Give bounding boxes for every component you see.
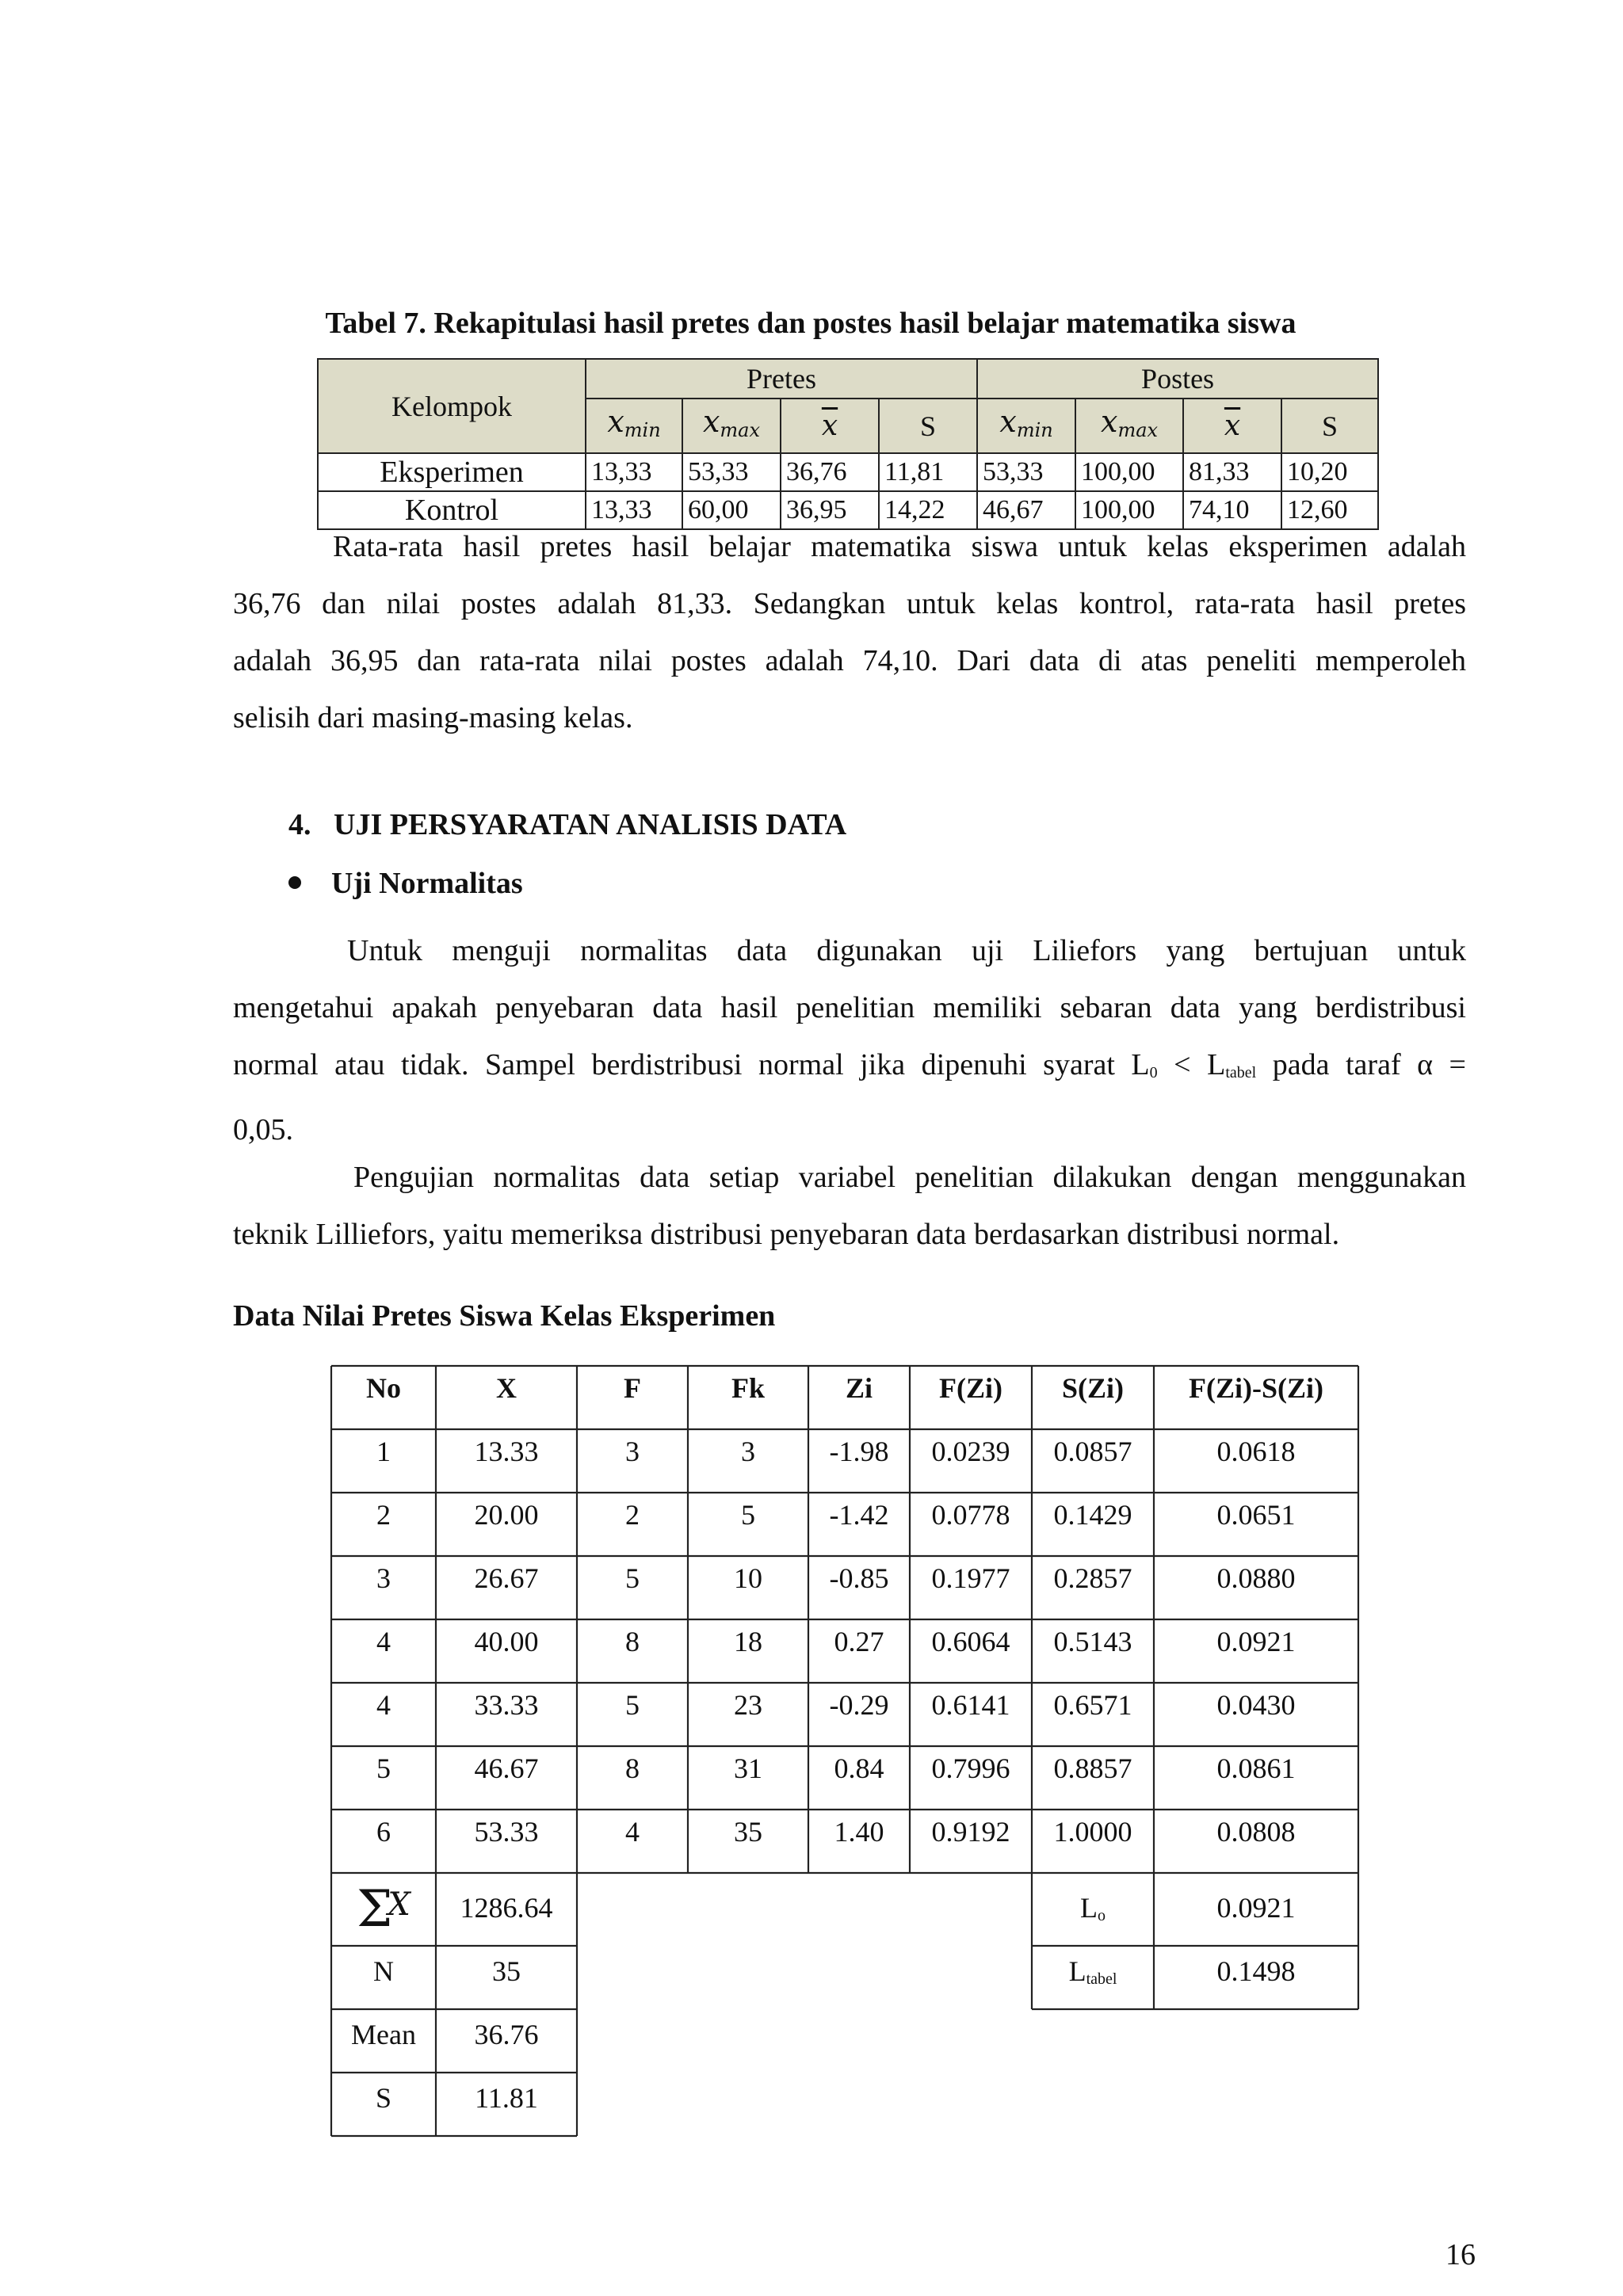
col-header-diff: F(Zi)-S(Zi)	[1189, 1372, 1323, 1404]
col-header-x: X	[496, 1372, 517, 1404]
table-cell: -1.42	[829, 1499, 889, 1531]
paragraph-lilliefors	[233, 1149, 1466, 1263]
table-cell: 1	[376, 1436, 391, 1467]
table-cell: 3	[376, 1562, 391, 1594]
table-cell: 35	[734, 1816, 762, 1848]
group-header: Kelompok	[318, 359, 586, 453]
table-cell: 4	[376, 1689, 391, 1721]
text-line: selisih dari masing-masing kelas.	[233, 701, 633, 734]
data-table-caption: Data Nilai Pretes Siswa Kelas Eksperimen	[233, 1299, 776, 1333]
table-cell: 0.9192	[931, 1816, 1010, 1848]
table-cell: 46,67	[977, 491, 1075, 529]
group-cell: Eksperimen	[318, 453, 586, 491]
text-line: teknik Lilliefors, yaitu memeriksa distribusi penyebaran data berdasarkan distribusi normal.	[233, 1218, 1340, 1251]
table-cell: 10	[734, 1562, 762, 1594]
paragraph-summary	[233, 518, 1466, 746]
table-cell: 0.0651	[1216, 1499, 1296, 1531]
n-value: 35	[492, 1955, 521, 1987]
table-cell: 3	[741, 1436, 755, 1467]
section-heading: 4. UJI PERSYARATAN ANALISIS DATA	[288, 808, 847, 841]
sum-value: 1286.64	[460, 1892, 553, 1924]
table-cell: 2	[625, 1499, 640, 1531]
table-cell: 13,33	[586, 453, 682, 491]
table-cell: 0.1429	[1053, 1499, 1132, 1531]
table-cell: 13.33	[474, 1436, 539, 1467]
text-line: Pengujian normalitas data setiap variabel penelitian dilakukan dengan menggunakan	[353, 1161, 1466, 1194]
table-cell: 0.0921	[1216, 1626, 1296, 1657]
mean-value: 36.76	[474, 2019, 539, 2050]
table-cell: 5	[376, 1753, 391, 1784]
xmax-header: $x_{max}$	[682, 399, 781, 453]
table-cell: 18	[734, 1626, 762, 1657]
table-cell: 0.2857	[1053, 1562, 1132, 1594]
table-cell: 5	[625, 1689, 640, 1721]
n-label: N	[373, 1955, 394, 1987]
col-header-fk: Fk	[731, 1372, 765, 1404]
table-cell: 5	[741, 1499, 755, 1531]
table-cell: 74,10	[1183, 491, 1281, 529]
col-header-no: No	[366, 1372, 401, 1404]
table-cell: 36,76	[781, 453, 879, 491]
paragraph-normality	[233, 922, 1466, 1158]
table-cell: 26.67	[474, 1562, 539, 1594]
sum-icon: $\Sigma^X$	[357, 1880, 411, 1939]
recap-table	[317, 358, 1379, 530]
table-cell: -0.29	[829, 1689, 889, 1721]
table-cell: 0.27	[834, 1626, 884, 1657]
table-cell: -1.98	[829, 1436, 889, 1467]
table-cell: 0.5143	[1053, 1626, 1132, 1657]
text-line: Untuk menguji normalitas data digunakan uji Liliefors yang bertujuan untuk	[347, 934, 1466, 967]
subsection-heading: Uji Normalitas	[331, 867, 523, 900]
table-cell: 0.0857	[1053, 1436, 1132, 1467]
table-cell: 0.0778	[931, 1499, 1010, 1531]
ltabel-value: 0.1498	[1216, 1955, 1296, 1987]
text-line: 36,76 dan nilai postes adalah 81,33. Sedangkan untuk kelas kontrol, rata-rata hasil pretes	[233, 587, 1466, 620]
lo-label: $L_o$	[1080, 1892, 1106, 1924]
text-line: mengetahui apakah penyebaran data hasil penelitian memiliki sebaran data yang berdistribusi	[233, 991, 1466, 1024]
col-header-zi: Zi	[845, 1372, 873, 1404]
table-cell: 0.6141	[931, 1689, 1010, 1721]
table-cell: 3	[625, 1436, 640, 1467]
table-cell: 31	[734, 1753, 762, 1784]
table-cell: 23	[734, 1689, 762, 1721]
text-line: adalah 36,95 dan rata-rata nilai postes adalah 74,10. Dari data di atas peneliti memperoleh	[233, 644, 1466, 677]
table-cell: 0.0618	[1216, 1436, 1296, 1467]
text-line: 0,05.	[233, 1113, 293, 1146]
mean-header: $\overline{x}$	[781, 399, 879, 453]
table-cell: 100,00	[1075, 491, 1183, 529]
group-cell: Kontrol	[318, 491, 586, 529]
table-cell: 53,33	[977, 453, 1075, 491]
col-header-f: F	[624, 1372, 641, 1404]
table-cell: 33.33	[474, 1689, 539, 1721]
xmax-header: $x_{max}$	[1075, 399, 1183, 453]
table-cell: 0.0808	[1216, 1816, 1296, 1848]
table-cell: 36,95	[781, 491, 879, 529]
table-cell: 0.0430	[1216, 1689, 1296, 1721]
table-cell: 1.0000	[1053, 1816, 1132, 1848]
page-number: 16	[1445, 2238, 1476, 2271]
table-cell: 0.8857	[1053, 1753, 1132, 1784]
table-cell: 81,33	[1183, 453, 1281, 491]
table-cell: 0.0880	[1216, 1562, 1296, 1594]
table-cell: 6	[376, 1816, 391, 1848]
table-cell: 53,33	[682, 453, 781, 491]
table-cell: 5	[625, 1562, 640, 1594]
table-cell: 40.00	[474, 1626, 539, 1657]
s-label: S	[375, 2082, 392, 2114]
pretes-header: Pretes	[586, 359, 977, 399]
table-cell: 2	[376, 1499, 391, 1531]
table-cell: 13,33	[586, 491, 682, 529]
table-cell: 53.33	[474, 1816, 539, 1848]
text-line: Rata-rata hasil pretes hasil belajar matematika siswa untuk kelas eksperimen adalah	[333, 530, 1466, 563]
mean-header: $\overline{x}$	[1183, 399, 1281, 453]
lo-value: 0.0921	[1216, 1892, 1296, 1924]
table-cell: 4	[376, 1626, 391, 1657]
table-cell: 8	[625, 1626, 640, 1657]
table-cell: 1.40	[834, 1816, 884, 1848]
table-cell: 60,00	[682, 491, 781, 529]
table-cell: 10,20	[1281, 453, 1378, 491]
sd-header: S	[879, 399, 977, 453]
table-cell: 8	[625, 1753, 640, 1784]
table-cell: 20.00	[474, 1499, 539, 1531]
ltabel-label: $L_{tabel}$	[1068, 1955, 1117, 1988]
table-cell: 0.7996	[931, 1753, 1010, 1784]
xmin-header: $x_{min}$	[977, 399, 1075, 453]
table-cell: -0.85	[829, 1562, 889, 1594]
col-header-szi: S(Zi)	[1061, 1372, 1124, 1404]
table-cell: 0.84	[834, 1753, 884, 1784]
table-cell: 0.0861	[1216, 1753, 1296, 1784]
sd-header: S	[1281, 399, 1378, 453]
bullet-icon	[288, 876, 301, 889]
table-cell: 0.0239	[931, 1436, 1010, 1467]
table-cell: 46.67	[474, 1753, 539, 1784]
table-cell: 12,60	[1281, 491, 1378, 529]
table-cell: 100,00	[1075, 453, 1183, 491]
postes-header: Postes	[977, 359, 1378, 399]
table-cell: 0.1977	[931, 1562, 1010, 1594]
text-line: normal atau tidak. Sampel berdistribusi normal jika dipenuhi syarat $L_0 < L_{tabel}$ pada taraf α =	[233, 1048, 1466, 1081]
table-cell: 14,22	[879, 491, 977, 529]
mean-label: Mean	[351, 2019, 416, 2050]
table7-caption: Tabel 7. Rekapitulasi hasil pretes dan postes hasil belajar matematika siswa	[325, 307, 1296, 340]
table-cell: 4	[625, 1816, 640, 1848]
s-value: 11.81	[475, 2082, 538, 2114]
table-cell: 0.6064	[931, 1626, 1010, 1657]
col-header-fzi: F(Zi)	[939, 1372, 1002, 1404]
xmin-header: $x_{min}$	[586, 399, 682, 453]
table-row	[318, 453, 1378, 491]
table-cell: 0.6571	[1053, 1689, 1132, 1721]
table-cell: 11,81	[879, 453, 977, 491]
